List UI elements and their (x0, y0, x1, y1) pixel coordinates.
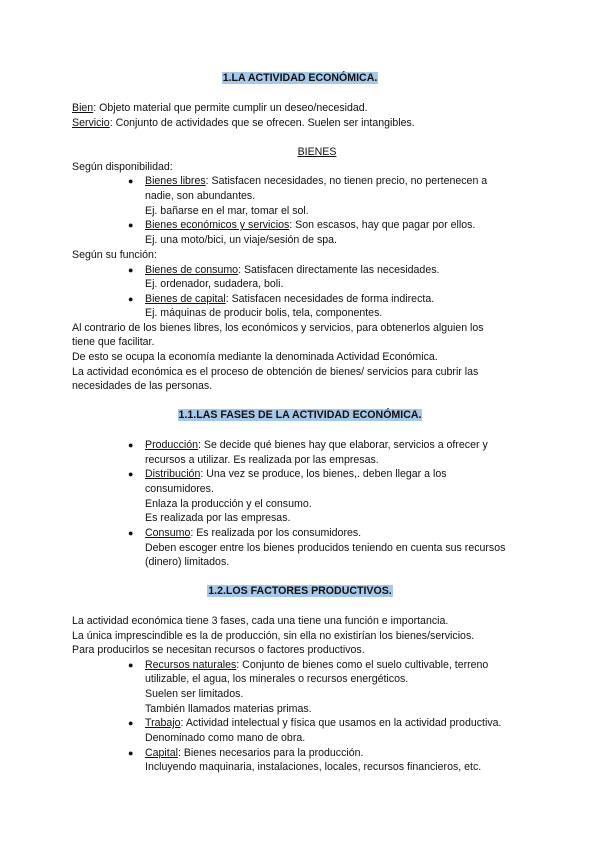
bullet-icon: ● (128, 528, 134, 538)
item-produccion: Producción: Se decide qué bienes hay que elaborar, servicios a ofrecer y (145, 439, 488, 451)
item-recursos-cont: utilizable, el agua, los minerales o recursos energéticos. (145, 673, 409, 685)
paragraph-factores-1: La actividad económica tiene 3 fases, cada una tiene una función e importancia. (72, 615, 449, 627)
item-trabajo: Trabajo: Actividad intelectual y física que usamos en la actividad productiva. (145, 717, 502, 729)
bullet-icon: ● (128, 440, 134, 450)
bullet-icon: ● (128, 265, 134, 275)
heading-actividad-economica: 1.LA ACTIVIDAD ECONÓMICA. (222, 72, 378, 84)
definition-bien: Bien: Objeto material que permite cumplir un deseo/necesidad. (72, 102, 368, 114)
item-recursos-naturales: Recursos naturales: Conjunto de bienes como el suelo cultivable, terreno (145, 659, 489, 671)
item-distribucion: Distribución: Una vez se produce, los bienes,. deben llegar a los (145, 468, 447, 480)
item-bienes-libres: Bienes libres: Satisfacen necesidades, no tienen precio, no pertenecen a (145, 175, 488, 187)
item-trabajo-l2: Denominado como mano de obra. (145, 732, 306, 744)
item-distribucion-l2: Enlaza la producción y el consumo. (145, 498, 312, 510)
heading-fases: 1.1.LAS FASES DE LA ACTIVIDAD ECONÓMICA. (178, 409, 422, 421)
item-distribucion-cont: consumidores. (145, 483, 214, 495)
bullet-icon: ● (128, 220, 134, 230)
bullet-icon: ● (128, 176, 134, 186)
item-consumo-l2: Deben escoger entre los bienes producidos teniendo en cuenta sus recursos (145, 542, 506, 554)
heading-factores: 1.2.LOS FACTORES PRODUCTIVOS. (208, 585, 392, 597)
item-consumo-l3: (dinero) limitados. (145, 556, 230, 568)
paragraph-bienes-2: De esto se ocupa la economía mediante la denominada Actividad Económica. (72, 351, 438, 363)
item-distribucion-l3: Es realizada por las empresas. (145, 512, 291, 524)
example-bienes-capital: Ej. máquinas de producir bolis, tela, componentes. (145, 307, 383, 319)
item-bienes-economicos: Bienes económicos y servicios: Son escasos, hay que pagar por ellos. (145, 219, 476, 231)
label-segun-funcion: Según su función: (72, 249, 157, 261)
bullet-icon: ● (128, 294, 134, 304)
item-bienes-consumo: Bienes de consumo: Satisfacen directamente las necesidades. (145, 264, 440, 276)
paragraph-factores-3: Para producirlos se necesitan recursos o factores productivos. (72, 644, 365, 656)
item-recursos-l2: Suelen ser limitados. (145, 688, 244, 700)
item-capital: Capital: Bienes necesarios para la producción. (145, 747, 364, 759)
item-consumo: Consumo: Es realizada por los consumidores. (145, 527, 362, 539)
paragraph-bienes-3-cont: necesidades de las personas. (72, 380, 213, 392)
definition-servicio: Servicio: Conjunto de actividades que se ofrecen. Suelen ser intangibles. (72, 117, 415, 129)
paragraph-bienes-1-cont: tiene que facilitar. (72, 336, 155, 348)
paragraph-bienes-1: Al contrario de los bienes libres, los económicos y servicios, para obtenerlos alguien los (72, 322, 484, 334)
paragraph-factores-2: La única imprescindible es la de producción, sin ella no existirían los bienes/servicios. (72, 630, 475, 642)
label-segun-disponibilidad: Según disponibilidad: (72, 161, 173, 173)
bullet-icon: ● (128, 718, 134, 728)
paragraph-bienes-3: La actividad económica es el proceso de obtención de bienes/ servicios para cubrir las (72, 366, 479, 378)
example-bienes-libres: Ej. bañarse en el mar, tomar el sol. (145, 205, 309, 217)
item-capital-l2: Incluyendo maquinaria, instalaciones, locales, recursos financieros, etc. (145, 761, 482, 773)
item-produccion-cont: recursos a utilizar. Es realizada por las empresas. (145, 454, 379, 466)
heading-bienes: BIENES (297, 146, 337, 158)
bullet-icon: ● (128, 748, 134, 758)
item-bienes-libres-cont: nadie, son abundantes. (145, 190, 256, 202)
bullet-icon: ● (128, 469, 134, 479)
example-bienes-economicos: Ej. una moto/bici, un viaje/sesión de spa. (145, 234, 337, 246)
item-bienes-capital: Bienes de capital: Satisfacen necesidades de forma indirecta. (145, 293, 435, 305)
item-recursos-l3: También llamados materias primas. (145, 703, 312, 715)
bullet-icon: ● (128, 660, 134, 670)
example-bienes-consumo: Ej. ordenador, sudadera, boli. (145, 278, 284, 290)
